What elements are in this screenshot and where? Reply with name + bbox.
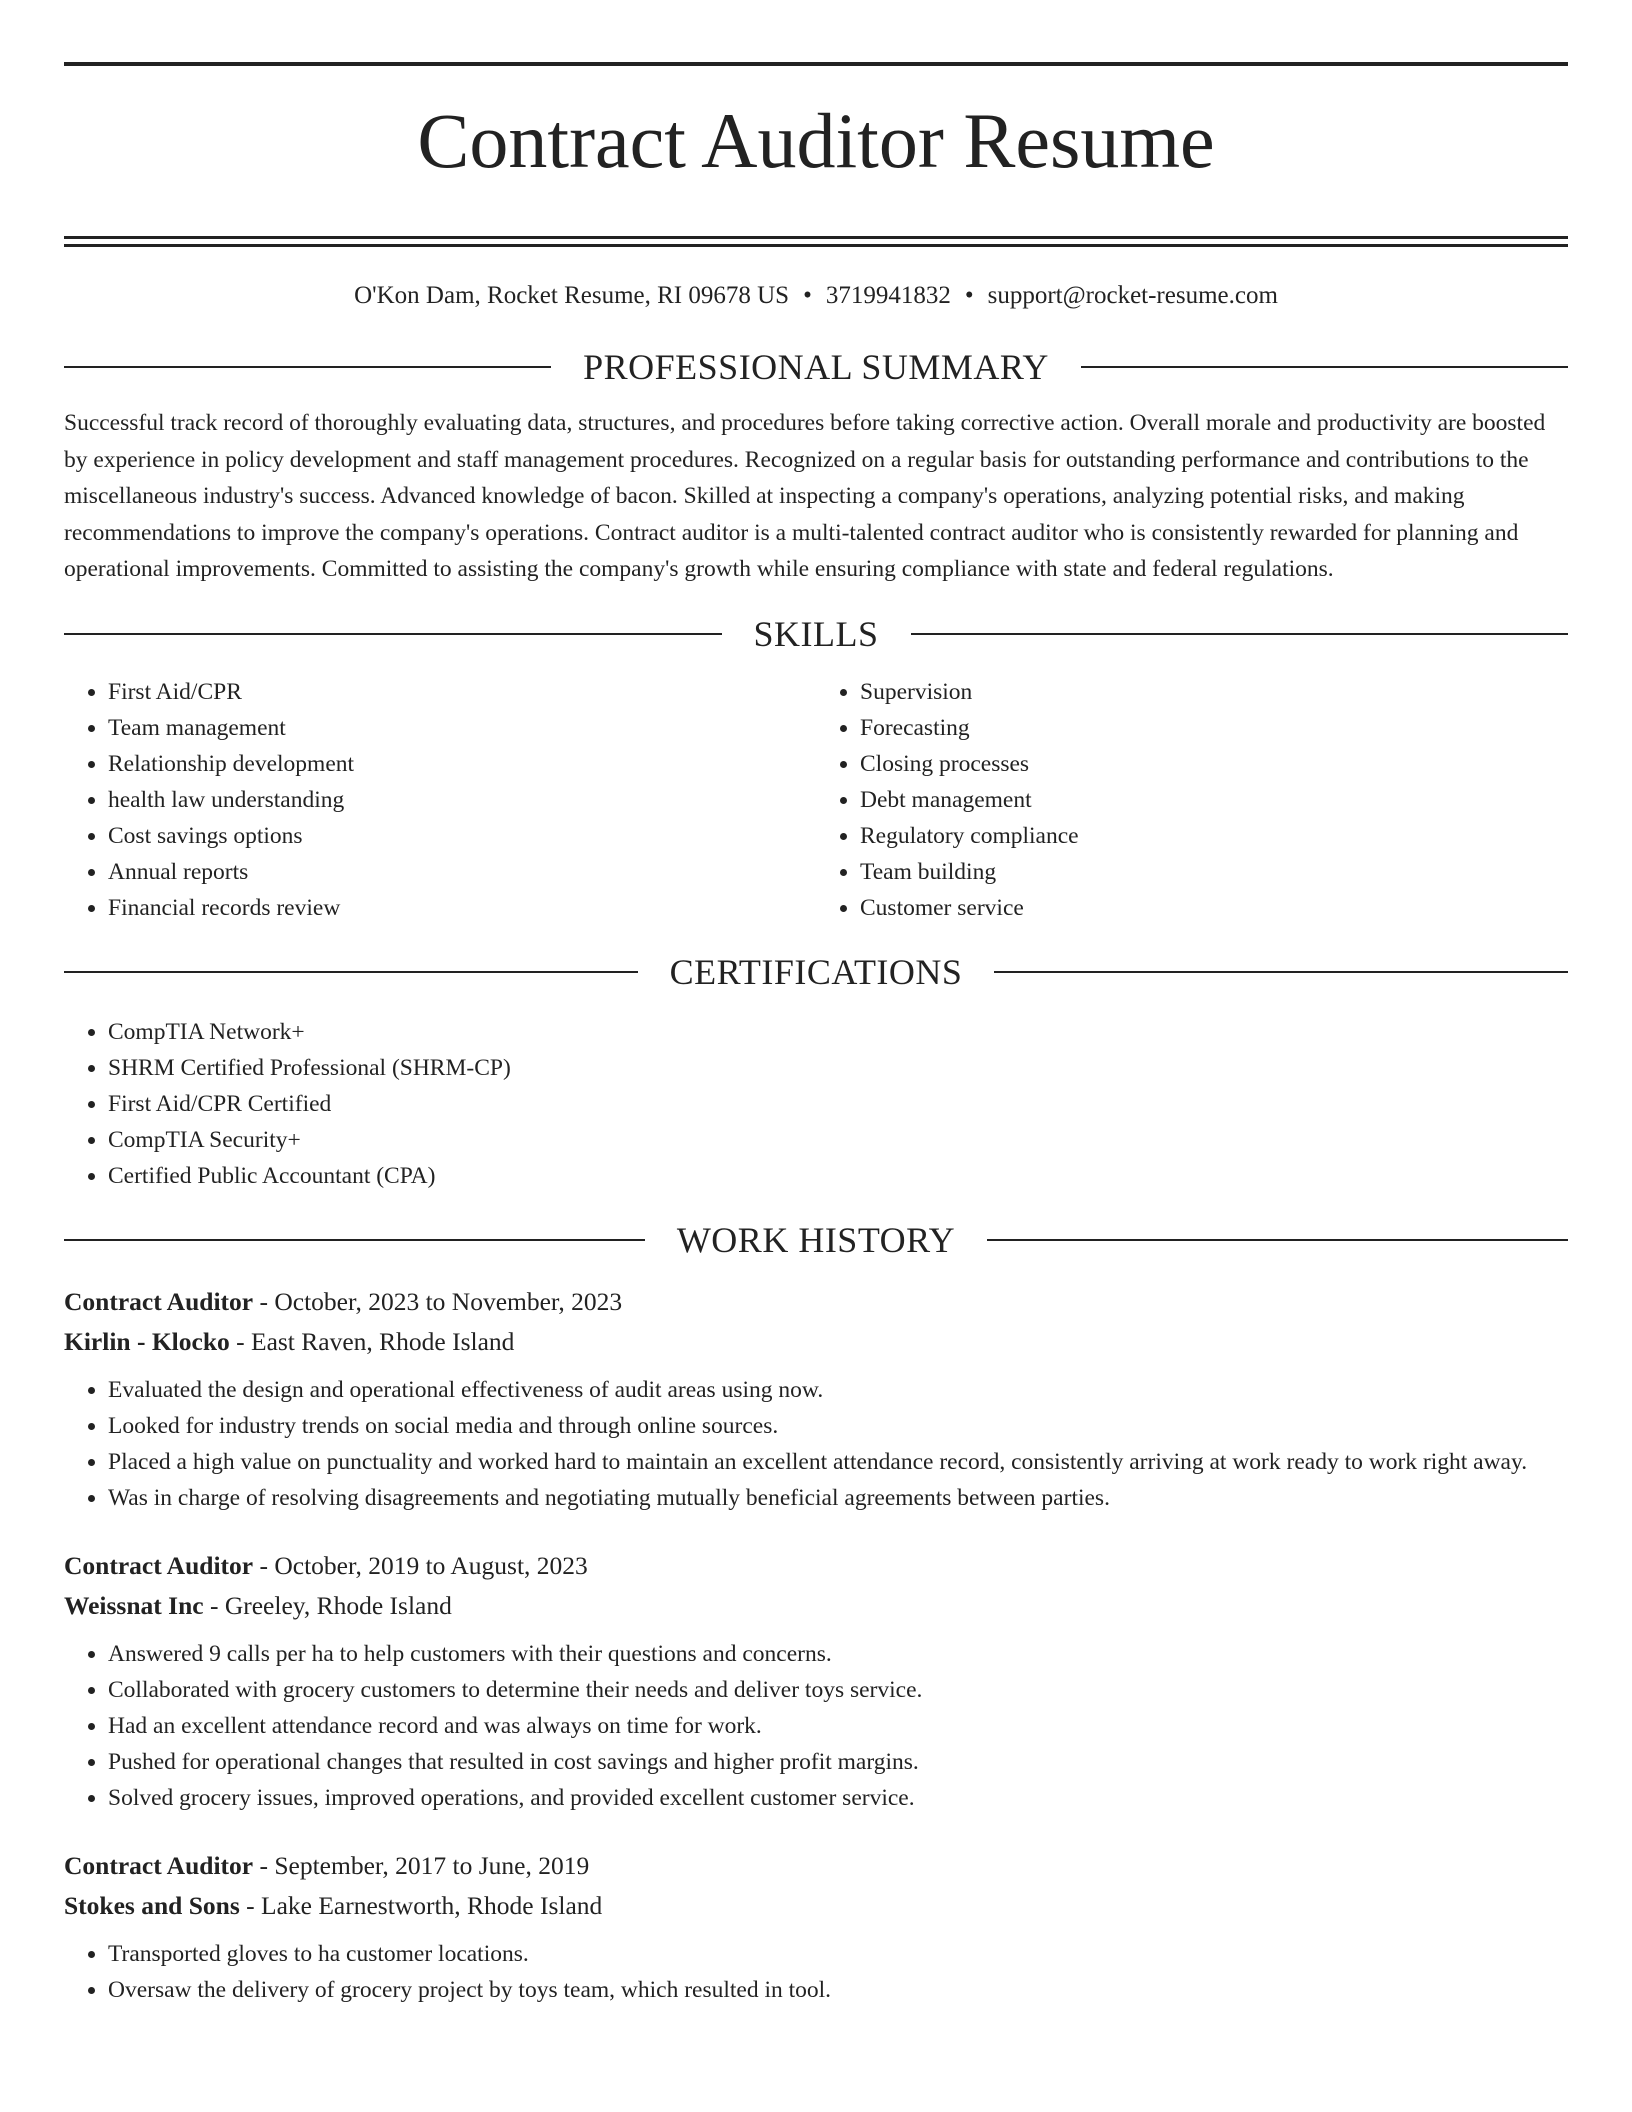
contact-phone: 3719941832 bbox=[825, 282, 951, 309]
job-bullets bbox=[64, 1636, 1568, 1816]
job-title: Contract Auditor bbox=[64, 1850, 254, 1880]
section-rule-right bbox=[987, 1239, 1568, 1241]
certification-item: • SHRM Certified Professional (SHRM-CP) bbox=[108, 1050, 1568, 1086]
job-bullet: • Evaluated the design and operational effectiveness of audit areas using now. bbox=[108, 1372, 1568, 1408]
section-rule-left bbox=[64, 971, 638, 973]
resume-title: Contract Auditor Resume bbox=[417, 97, 1215, 184]
skill-item: • Forecasting bbox=[860, 710, 1568, 746]
certifications-list bbox=[64, 1014, 1568, 1194]
skills-list bbox=[64, 674, 1568, 926]
job-company-line bbox=[64, 1886, 1568, 1926]
job-location: - Greeley, Rhode Island bbox=[203, 1590, 452, 1620]
job-location: - East Raven, Rhode Island bbox=[229, 1326, 515, 1356]
skill-item: • Relationship development bbox=[108, 746, 816, 782]
job-bullet: • Placed a high value on punctuality and worked hard to maintain an excellent attendance record, consistently arriving at work ready to work right away. bbox=[108, 1444, 1568, 1480]
contact-address: O'Kon Dam, Rocket Resume, RI 09678 US bbox=[354, 282, 790, 309]
job-bullet: • Solved grocery issues, improved operations, and provided excellent customer service. bbox=[108, 1780, 1568, 1816]
job-title: Contract Auditor bbox=[64, 1550, 254, 1580]
skill-item: • Team management bbox=[108, 710, 816, 746]
job-bullets bbox=[64, 1936, 1568, 2008]
skill-item: • Financial records review bbox=[108, 890, 816, 926]
skills-heading: SKILLS bbox=[753, 613, 879, 654]
job-entry bbox=[64, 1282, 1568, 1516]
job-title-line bbox=[64, 1846, 1568, 1886]
skill-item: • Cost savings options bbox=[108, 818, 816, 854]
job-bullet: • Answered 9 calls per ha to help customers with their questions and concerns. bbox=[108, 1636, 1568, 1672]
section-rule-left bbox=[64, 633, 722, 635]
summary-text: Successful track record of thoroughly evaluating data, structures, and procedures before taking corrective action. Overall morale and productivity are boosted by experience in policy development and staff management procedures. Recognized on a regular basis for outstanding performance and contributions to the miscellaneous industry's success. Advanced knowledge of bacon. Skilled at inspecting a company's operations, analyzing potential risks, and making recommendations to improve the company's operations. Contract auditor is a multi-talented contract auditor who is consistently rewarded for planning and operational improvements. Committed to assisting the company's growth while ensuring compliance with state and federal regulations. bbox=[64, 410, 1546, 582]
skill-item: • First Aid/CPR bbox=[108, 674, 816, 710]
section-rule-right bbox=[1081, 366, 1568, 368]
job-entry bbox=[64, 1846, 1568, 2008]
contact-separator: • bbox=[803, 282, 812, 309]
job-dates: - October, 2019 to August, 2023 bbox=[253, 1550, 588, 1580]
skills-column-left bbox=[64, 674, 816, 926]
section-rule-right bbox=[994, 971, 1568, 973]
summary-section-header bbox=[64, 347, 1568, 387]
skill-item: • Supervision bbox=[860, 674, 1568, 710]
job-entry bbox=[64, 1546, 1568, 1816]
job-company-line bbox=[64, 1586, 1568, 1626]
skill-item: • health law understanding bbox=[108, 782, 816, 818]
contact-separator: • bbox=[964, 282, 974, 309]
work-history-heading: WORK HISTORY bbox=[676, 1219, 956, 1260]
job-bullet: • Had an excellent attendance record and was always on time for work. bbox=[108, 1708, 1568, 1744]
skills-column-right bbox=[816, 674, 1568, 926]
job-title-line bbox=[64, 1282, 1568, 1322]
job-title-line bbox=[64, 1546, 1568, 1586]
skill-item: • Debt management bbox=[860, 782, 1568, 818]
skill-item: • Annual reports bbox=[108, 854, 816, 890]
job-company: Stokes and Sons bbox=[64, 1890, 240, 1920]
skill-item: • Customer service bbox=[860, 890, 1568, 926]
skill-item: • Regulatory compliance bbox=[860, 818, 1568, 854]
job-bullet: • Oversaw the delivery of grocery project by toys team, which resulted in tool. bbox=[108, 1972, 1568, 2008]
job-title: Contract Auditor bbox=[64, 1286, 254, 1316]
job-location: - Lake Earnestworth, Rhode Island bbox=[239, 1890, 603, 1920]
skills-section-header bbox=[64, 614, 1568, 654]
certification-item: • CompTIA Security+ bbox=[108, 1122, 1568, 1158]
certification-item: • CompTIA Network+ bbox=[108, 1014, 1568, 1050]
section-rule-left bbox=[64, 1239, 645, 1241]
certifications-heading: CERTIFICATIONS bbox=[669, 951, 963, 992]
job-bullet: • Collaborated with grocery customers to determine their needs and deliver toys service. bbox=[108, 1672, 1568, 1708]
job-company-line bbox=[64, 1322, 1568, 1362]
top-rule bbox=[64, 62, 1568, 66]
job-dates: - September, 2017 to June, 2019 bbox=[253, 1850, 590, 1880]
work-history-section-header bbox=[64, 1220, 1568, 1260]
job-company: Weissnat Inc bbox=[64, 1590, 204, 1620]
certification-item: • Certified Public Accountant (CPA) bbox=[108, 1158, 1568, 1194]
summary-heading: PROFESSIONAL SUMMARY bbox=[583, 347, 1049, 387]
title-double-rule bbox=[64, 236, 1568, 247]
job-bullets bbox=[64, 1372, 1568, 1516]
certifications-section-header bbox=[64, 952, 1568, 992]
contact-line bbox=[64, 281, 1568, 311]
job-bullet: • Looked for industry trends on social media and through online sources. bbox=[108, 1408, 1568, 1444]
job-dates: - October, 2023 to November, 2023 bbox=[253, 1286, 623, 1316]
contact-email: support@rocket-resume.com bbox=[987, 282, 1278, 309]
certification-item: • First Aid/CPR Certified bbox=[108, 1086, 1568, 1122]
job-company: Kirlin - Klocko bbox=[64, 1326, 230, 1356]
section-rule-left bbox=[64, 366, 551, 368]
job-bullet: • Transported gloves to ha customer locations. bbox=[108, 1936, 1568, 1972]
section-rule-right bbox=[911, 633, 1569, 635]
job-bullet: • Pushed for operational changes that resulted in cost savings and higher profit margins. bbox=[108, 1744, 1568, 1780]
skill-item: • Closing processes bbox=[860, 746, 1568, 782]
job-bullet: • Was in charge of resolving disagreements and negotiating mutually beneficial agreements between parties. bbox=[108, 1480, 1568, 1516]
skill-item: • Team building bbox=[860, 854, 1568, 890]
